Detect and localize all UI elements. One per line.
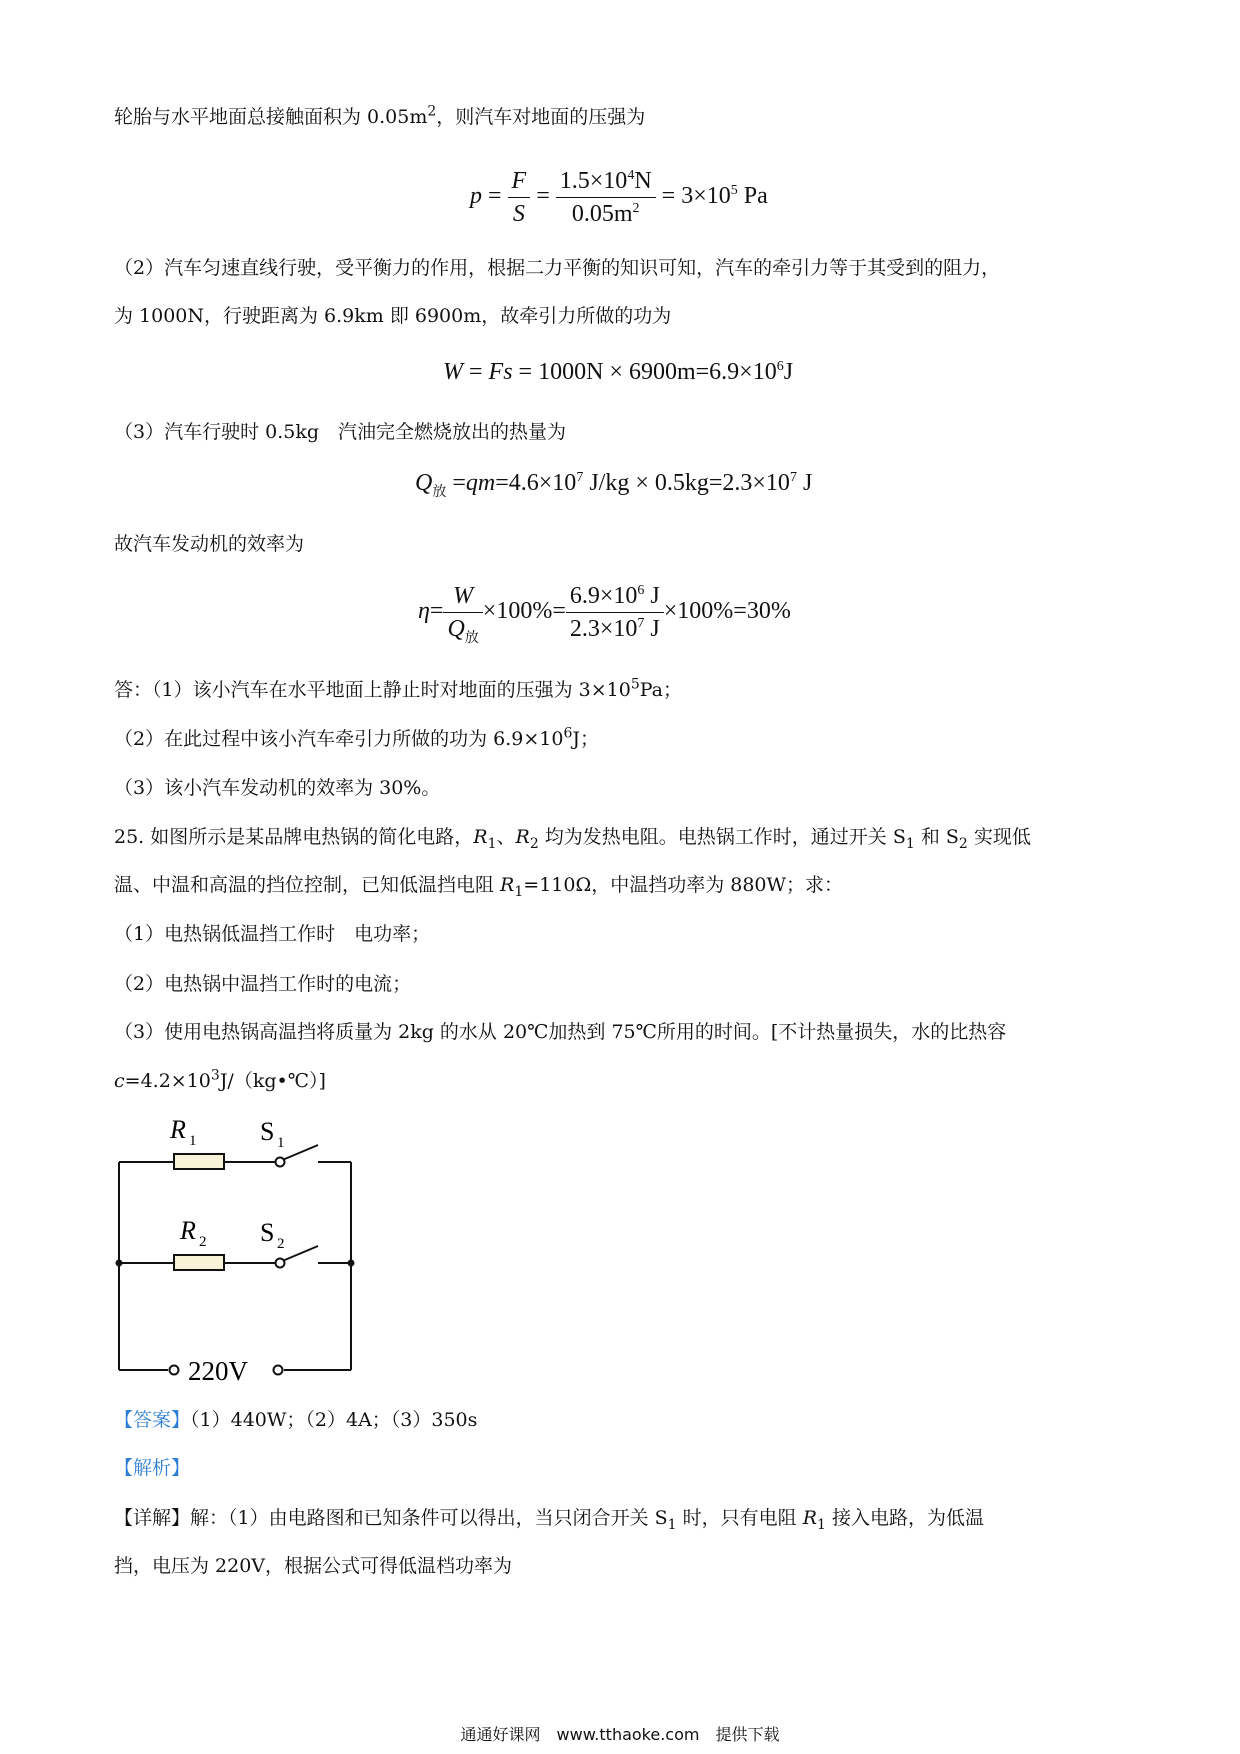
label-r2: R [180,1216,196,1245]
label-s2-sub: 2 [277,1236,285,1252]
label-voltage: 220V [188,1356,248,1386]
text-line: （3）汽车行驶时 0.5kg 汽油完全燃烧放出的热量为 [114,421,567,443]
label-r2-sub: 2 [199,1234,207,1250]
detail-row-2: 挡，电压为 220V，根据公式可得低温档功率为 [114,1555,513,1577]
label-r1: R [170,1115,186,1144]
question-25-sub-3: （3）使用电热锅高温挡将质量为 2kg 的水从 20℃加热到 75℃所用的时间。[不计热量损失，水的比热容 [114,1021,1007,1043]
label-r1-sub: 1 [189,1133,197,1149]
formula-heat: $Q_放 =qm=4.6\times 10^7$ $J/kg \times 0.5kg=2.3\times 10^7$ J [415,470,813,500]
text-line: 故汽车发动机的效率为 [114,533,305,555]
junction-left [116,1260,123,1267]
answer-line-3: （3）该小汽车发动机的效率为 30%。 [114,777,441,799]
question-25-sub-1: （1）电热锅低温挡工作时 电功率； [114,923,431,945]
fraction: $\frac{W}{Q_放}$ [443,580,482,645]
switch-s2-contact [276,1259,285,1268]
question-25-sub-2: （2）电热锅中温挡工作时的电流； [114,973,412,995]
text-line: 为 1000N，行驶距离为 6.9km 即 6900m，故牵引力所做的功为 [114,305,672,327]
question-25-line-2: 温、中温和高温的挡位控制，已知低温挡电阻 $R_1=110\Omega$，中温挡功率为 880W；求： [114,874,844,900]
answer-line-2: （2）在此过程中该小汽车牵引力所做的功为 $6.9\times 10^6J$； [114,725,599,750]
fraction: $\frac{1.5\times 10^4N}{0.05m^2}$ [556,165,656,230]
fraction: $\frac{F}{S}$ [508,165,531,230]
text-line: 轮胎与水平地面总接触面积为 $0.05m^2$，则汽车对地面的压强为 [114,103,646,128]
label-s1-sub: 1 [277,1135,285,1151]
fraction: $\frac{6.9\times 10^6 J}{2.3\times 10^7 J}$ [566,580,664,645]
detail-tag: 【详解】 [114,1507,191,1529]
formula-pressure: p = $\frac{F}{S}$ = $\frac{1.5\times 10^4N}{0.05m^2}$ = $3\times 10^5$ Pa [470,165,768,230]
question-25-line-1: 25. 如图所示是某品牌电热锅的简化电路，$R_1$、$R_2$ 均为发热电阻。电热锅工作时，通过开关 $S_1$ 和 $S_2$ 实现低 [114,826,1031,852]
circuit-diagram [110,1108,370,1390]
label-s2: S [260,1218,275,1247]
formula-efficiency: η= $\frac{W}{Q_放}$ ×100%= $\frac{6.9\times 10^6 J}{2.3\times 10^7 J}$ ×100%=30% [418,580,791,645]
analysis-tag: 【解析】 [114,1457,191,1479]
junction-right [348,1260,355,1267]
question-25-sub-3-cont: $c=4.2\times 10^3J/(kg•℃)$] [114,1067,326,1092]
formula-work: $W = Fs = 1000N \times 6900m=6.9\times 10^6J$ [443,359,794,385]
switch-s1-contact [276,1158,285,1167]
label-s1: S [260,1117,275,1146]
answer-line-1: 答：（1）该小汽车在水平地面上静止时对地面的压强为 $3\times 10^5Pa$； [114,676,683,701]
text-line: （2）汽车匀速直线行驶，受平衡力的作用，根据二力平衡的知识可知，汽车的牵引力等于其受到的阻力， [114,257,1001,279]
answer-tag: 【答案】 [114,1409,191,1431]
analysis-row [114,1454,190,1482]
terminal-left [170,1366,179,1375]
detail-row: 【详解】解：（1）由电路图和已知条件可以得出，当只闭合开关 $S_1$ 时，只有电阻 $R_1$ 接入电路，为低温 [114,1507,984,1533]
terminal-right [274,1366,283,1375]
answer-row: 【答案】（1）440W；（2）4A；（3）350s [114,1409,478,1431]
page-footer: 通通好课网 www.tthaoke.com 提供下载 [460,1725,780,1744]
